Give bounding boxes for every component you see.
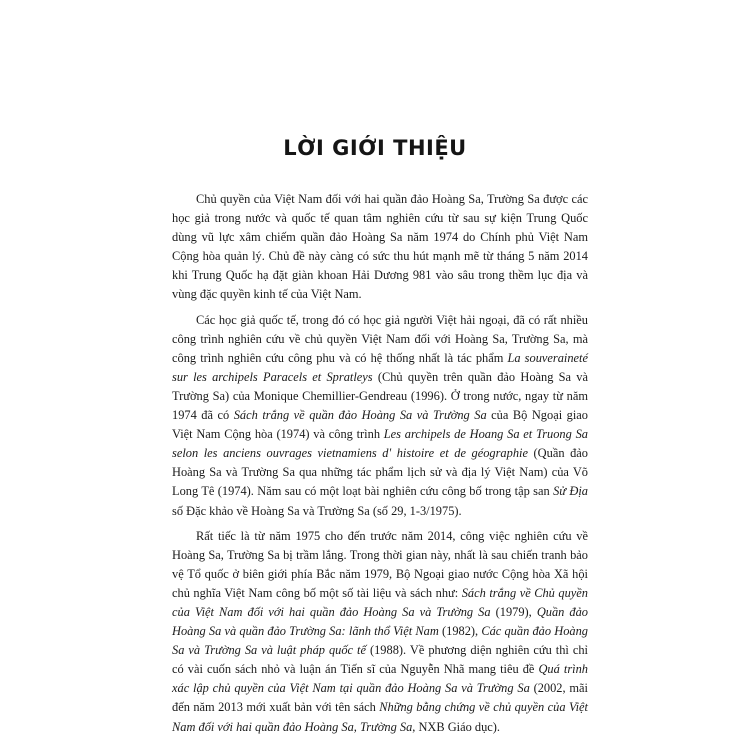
- italic-title-text: Quần đảo Hoàng Sa và quần đảo Trường Sa: lãnh thổ Việt Nam: [172, 604, 589, 639]
- paragraph-text: (Chủ quyền trên quần đảo Hoàng Sa và Trường Sa) của Monique Chemillier-Gendreau (1996). Ở trong nước, ngay từ năm 1974 đã có: [172, 369, 588, 423]
- paragraph-1: [172, 190, 588, 305]
- paragraph-text: (1982),: [438, 624, 482, 639]
- paragraph-text: Chủ quyền của Việt Nam đối với hai quần đảo Hoàng Sa, Trường Sa được các học giả trong nước và quốc tế quan tâm nghiên cứu từ sau sự kiện Trung Quốc dùng vũ lực xâm chiếm quần đảo Hoàng Sa năm 1974 do Chính phủ Việt Nam Cộng hòa quản lý. Chủ đề này càng có sức thu hút mạnh mẽ từ tháng 5 năm 2014 khi Trung Quốc hạ đặt giàn khoan Hải Dương 981 vào sâu trong thềm lục địa và vùng đặc quyền kinh tế của Việt Nam.: [172, 192, 588, 302]
- paragraph-text: , NXB Giáo dục).: [412, 719, 501, 734]
- paragraph-text: Các học giả quốc tế, trong đó có học giả người Việt hải ngoại, đã có rất nhiều công trình nghiên cứu về chủ quyền Việt Nam đối với Hoàng Sa, Trường Sa, mà công trình nghiên cứu công phu và có hệ thống nhất là tác phẩm: [172, 312, 588, 365]
- italic-title-text: Những bằng chứng về chủ quyền của Việt Nam đối với hai quần đảo Hoàng Sa, Trường Sa: [172, 700, 588, 734]
- italic-title-text: La souveraineté sur les archipels Paracels et Spratleys: [172, 350, 588, 384]
- paragraph-text: (Quần đảo Hoàng Sa và Trường Sa qua những tác phẩm lịch sử và địa lý Việt Nam) của Võ Long Tê (1974). Năm sau có một loạt bài nghiên cứu công bố trong tập san: [172, 446, 588, 499]
- italic-title-text: Sách trắng về Chủ quyền của Việt Nam đối với hai quần đảo Hoàng Sa và Trường Sa: [172, 585, 588, 619]
- paragraph-text: Rất tiếc là từ năm 1975 cho đến trước năm 2014, công việc nghiên cứu về Hoàng Sa, Trường Sa bị trầm lắng. Trong thời gian này, nhất là sau chiến tranh bảo vệ Tổ quốc ở biên giới phía Bắc năm 1979, Bộ Ngoại giao nước Cộng hòa Xã hội chủ nghĩa Việt Nam công bố một số tài liệu và sách như:: [172, 528, 588, 600]
- italic-title-text: Sách trắng về quần đảo Hoàng Sa và Trường Sa: [233, 408, 487, 423]
- paragraph-text: (2002, mãi đến năm 2013 mới xuất bản với tên sách: [172, 681, 588, 715]
- paragraph-text: (1988). Về phương diện nghiên cứu thì chỉ có vài cuốn sách nhỏ và luận án Tiến sĩ của Nguyễn Nhã mang tiêu đề: [172, 643, 589, 677]
- italic-title-text: Các quần đảo Hoàng Sa và Trường Sa và luật pháp quốc tế: [172, 624, 588, 658]
- italic-title-text: Les archipels de Hoang Sa et Truong Sa selon les anciens ouvrages vietnamiens d' histoire et de géographie: [172, 427, 588, 461]
- paragraph-text: của Bộ Ngoại giao Việt Nam Cộng hòa (1974) và công trình: [172, 408, 588, 442]
- paragraph-2: [172, 311, 588, 521]
- page-title: LỜI GIỚI THIỆU: [283, 136, 467, 160]
- paragraph-3: [172, 527, 588, 737]
- paragraph-text: (1979),: [490, 604, 537, 619]
- body-text: [172, 190, 588, 743]
- italic-title-text: Sử Địa: [553, 484, 589, 499]
- italic-title-text: Quá trình xác lập chủ quyền của Việt Nam tại quần đảo Hoàng Sa và Trường Sa: [172, 662, 588, 696]
- paragraph-text: số Đặc khảo về Hoàng Sa và Trường Sa (số 29, 1-3/1975).: [172, 503, 462, 518]
